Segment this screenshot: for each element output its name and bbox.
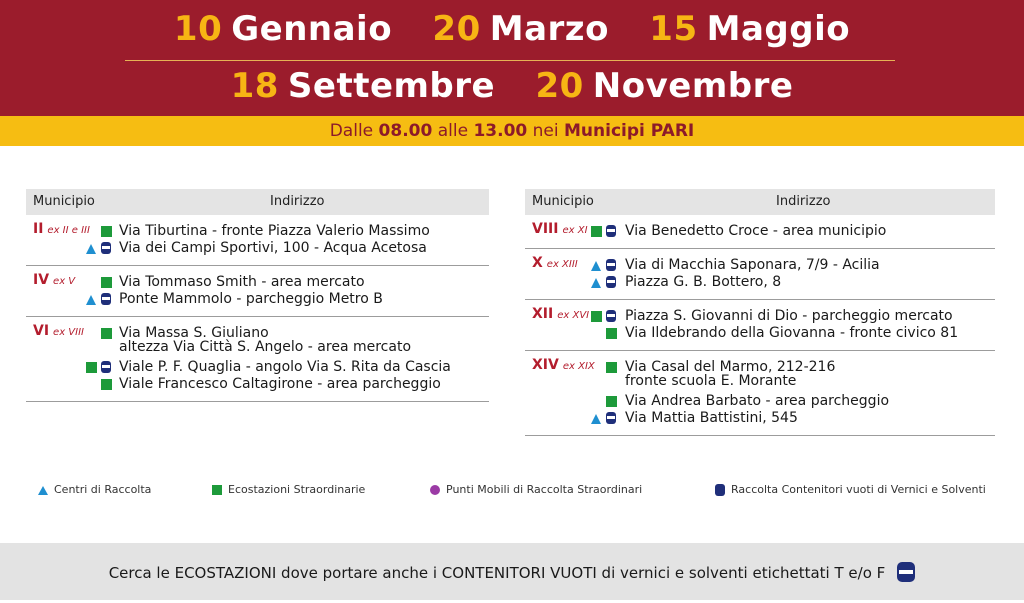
dates-row-2 (0, 66, 1024, 106)
contenitori-can-icon (101, 361, 111, 373)
municipio-group (525, 300, 995, 351)
municipio-number: XII (532, 306, 554, 322)
legend-contenitori (715, 483, 986, 499)
address-row (525, 410, 995, 427)
column-header-municipio: Municipio (33, 194, 95, 209)
service-icons (86, 327, 116, 341)
municipio-former: ex VIII (53, 327, 84, 338)
dates-row-1 (0, 9, 1024, 49)
legend-punti-mobili (430, 483, 642, 499)
address-text (625, 359, 835, 387)
date-item (535, 66, 793, 106)
address-row (26, 376, 489, 393)
service-icons (591, 310, 621, 324)
municipio-former: ex XIII (546, 259, 578, 270)
address-line: Viale P. F. Quaglia - angolo Via S. Rita da Cascia (119, 359, 451, 375)
contenitori-can-icon (101, 242, 111, 254)
service-icons (591, 276, 621, 290)
footer-bar (0, 543, 1024, 600)
date-day: 20 (535, 66, 584, 106)
band-text: Dalle (329, 121, 379, 141)
centro-raccolta-triangle-icon (591, 278, 601, 288)
municipio-former: ex XIX (562, 361, 595, 372)
address-row (26, 291, 489, 308)
header-banner (0, 0, 1024, 116)
address-text (625, 274, 781, 290)
service-icons (86, 276, 116, 290)
contenitori-can-icon (606, 276, 616, 288)
address-text (625, 325, 958, 341)
date-item (432, 9, 609, 49)
date-day: 18 (230, 66, 279, 106)
date-month: Settembre (287, 66, 496, 106)
legend-label: Ecostazioni Straordinarie (228, 483, 366, 496)
column-header-municipio: Municipio (532, 194, 594, 209)
ecostazione-square-icon (101, 277, 112, 288)
dot-icon (430, 485, 440, 495)
ecostazione-square-icon (101, 379, 112, 390)
address-line: Via Ildebrando della Giovanna - fronte civico 81 (625, 325, 959, 341)
address-line: Piazza S. Giovanni di Dio - parcheggio mercato (625, 308, 953, 324)
date-item (649, 9, 850, 49)
municipio-group (26, 317, 489, 402)
centro-raccolta-triangle-icon (591, 261, 601, 271)
band-end-time: 13.00 (473, 121, 528, 141)
address-row (26, 325, 489, 359)
address-row (525, 393, 995, 410)
band-target: Municipi PARI (564, 121, 695, 141)
address-text (625, 257, 880, 273)
address-row (26, 359, 489, 376)
legend-ecostazioni (212, 483, 365, 499)
centro-raccolta-triangle-icon (591, 414, 601, 424)
address-row (525, 257, 995, 274)
address-text (625, 223, 886, 239)
service-icons (591, 412, 621, 426)
municipio-number: VIII (532, 221, 559, 237)
service-icons (86, 293, 116, 307)
ecostazione-square-icon (606, 362, 617, 373)
address-text (119, 359, 451, 375)
footer-text: Cerca le ECOSTAZIONI dove portare anche i CONTENITORI VUOTI di vernici e solventi etichettati T e/o F (108, 564, 886, 582)
legend-centri (38, 483, 151, 499)
address-row (525, 359, 995, 393)
date-item (174, 9, 392, 49)
ecostazione-square-icon (591, 226, 602, 237)
address-row (525, 325, 995, 342)
band-text: nei (527, 121, 565, 141)
band-text: alle (432, 121, 474, 141)
date-day: 15 (649, 9, 698, 49)
ecostazione-square-icon (606, 328, 617, 339)
address-row (26, 240, 489, 257)
triangle-icon (38, 486, 48, 495)
address-line: Via Mattia Battistini, 545 (625, 410, 798, 426)
address-line: Viale Francesco Caltagirone - area parcheggio (119, 376, 441, 392)
municipi-table-right (525, 189, 995, 436)
municipio-group (525, 351, 995, 436)
address-text (625, 393, 889, 409)
municipio-group (525, 215, 995, 249)
contenitori-can-icon (606, 259, 616, 271)
address-row (525, 223, 995, 240)
service-icons (86, 378, 116, 392)
municipio-number: X (532, 255, 543, 271)
address-line: Via Casal del Marmo, 212-216 (625, 359, 836, 375)
service-icons (591, 361, 621, 375)
band-start-time: 08.00 (378, 121, 433, 141)
date-day: 10 (173, 9, 223, 49)
address-row (525, 274, 995, 291)
contenitori-can-icon (606, 225, 616, 237)
address-line: Ponte Mammolo - parcheggio Metro B (119, 291, 383, 307)
service-icons (86, 242, 116, 256)
date-month: Gennaio (231, 9, 393, 49)
address-text (119, 376, 441, 392)
municipio-group (525, 249, 995, 300)
service-icons (591, 395, 621, 409)
service-icons (86, 361, 116, 375)
service-icons (86, 225, 116, 239)
municipio-former: ex XI (562, 225, 588, 236)
municipio-number: XIV (532, 357, 559, 373)
municipio-former: ex XVI (557, 310, 590, 321)
date-month: Marzo (489, 9, 609, 49)
address-line: Piazza G. B. Bottero, 8 (625, 274, 782, 290)
address-row (26, 274, 489, 291)
ecostazione-square-icon (101, 328, 112, 339)
ecostazione-square-icon (606, 396, 617, 407)
date-month: Novembre (592, 66, 794, 106)
municipio-group (26, 215, 489, 266)
contenitori-can-icon (606, 310, 616, 322)
municipio-former: ex II e III (47, 225, 90, 236)
address-text (119, 274, 365, 290)
table-header (525, 189, 995, 215)
address-line-2: altezza Via Città S. Angelo - area mercato (119, 339, 412, 355)
date-item (231, 66, 496, 106)
ecostazione-square-icon (101, 226, 112, 237)
date-month: Maggio (706, 9, 851, 49)
service-icons (591, 259, 621, 273)
address-line: Via Tommaso Smith - area mercato (119, 274, 365, 290)
header-divider (125, 60, 895, 61)
column-header-indirizzo: Indirizzo (270, 194, 325, 209)
address-line-2: fronte scuola E. Morante (625, 373, 797, 389)
contenitori-can-icon (606, 412, 616, 424)
municipio-number: II (33, 221, 44, 237)
address-line: Via Massa S. Giuliano (119, 325, 269, 341)
centro-raccolta-triangle-icon (86, 244, 96, 254)
date-day: 20 (432, 9, 481, 49)
municipi-table-left (26, 189, 489, 402)
centro-raccolta-triangle-icon (86, 295, 96, 305)
legend-label: Punti Mobili di Raccolta Straordinari (446, 483, 643, 496)
address-row (26, 223, 489, 240)
ecostazione-square-icon (86, 362, 97, 373)
address-text (625, 410, 798, 426)
address-line: Via Andrea Barbato - area parcheggio (625, 393, 890, 409)
service-icons (591, 327, 621, 341)
address-text (119, 223, 430, 239)
time-band (0, 116, 1024, 146)
legend-label: Centri di Raccolta (54, 483, 152, 496)
ecostazione-square-icon (591, 311, 602, 322)
table-header (26, 189, 489, 215)
address-text (119, 325, 411, 353)
can-icon (715, 484, 725, 496)
address-line: Via dei Campi Sportivi, 100 - Acqua Acetosa (119, 240, 427, 256)
square-icon (212, 485, 222, 495)
address-line: Via Benedetto Croce - area municipio (625, 223, 887, 239)
legend-label: Raccolta Contenitori vuoti di Vernici e Solventi (731, 483, 986, 496)
address-text (119, 291, 383, 307)
can-icon (897, 562, 915, 582)
service-icons (591, 225, 621, 239)
address-line: Via Tiburtina - fronte Piazza Valerio Massimo (119, 223, 430, 239)
municipio-number: IV (33, 272, 50, 288)
contenitori-can-icon (101, 293, 111, 305)
address-text (119, 240, 427, 256)
municipio-number: VI (33, 323, 50, 339)
address-line: Via di Macchia Saponara, 7/9 - Acilia (625, 257, 880, 273)
municipio-group (26, 266, 489, 317)
municipio-former: ex V (53, 276, 76, 287)
address-row (525, 308, 995, 325)
column-header-indirizzo: Indirizzo (776, 194, 831, 209)
address-text (625, 308, 953, 324)
